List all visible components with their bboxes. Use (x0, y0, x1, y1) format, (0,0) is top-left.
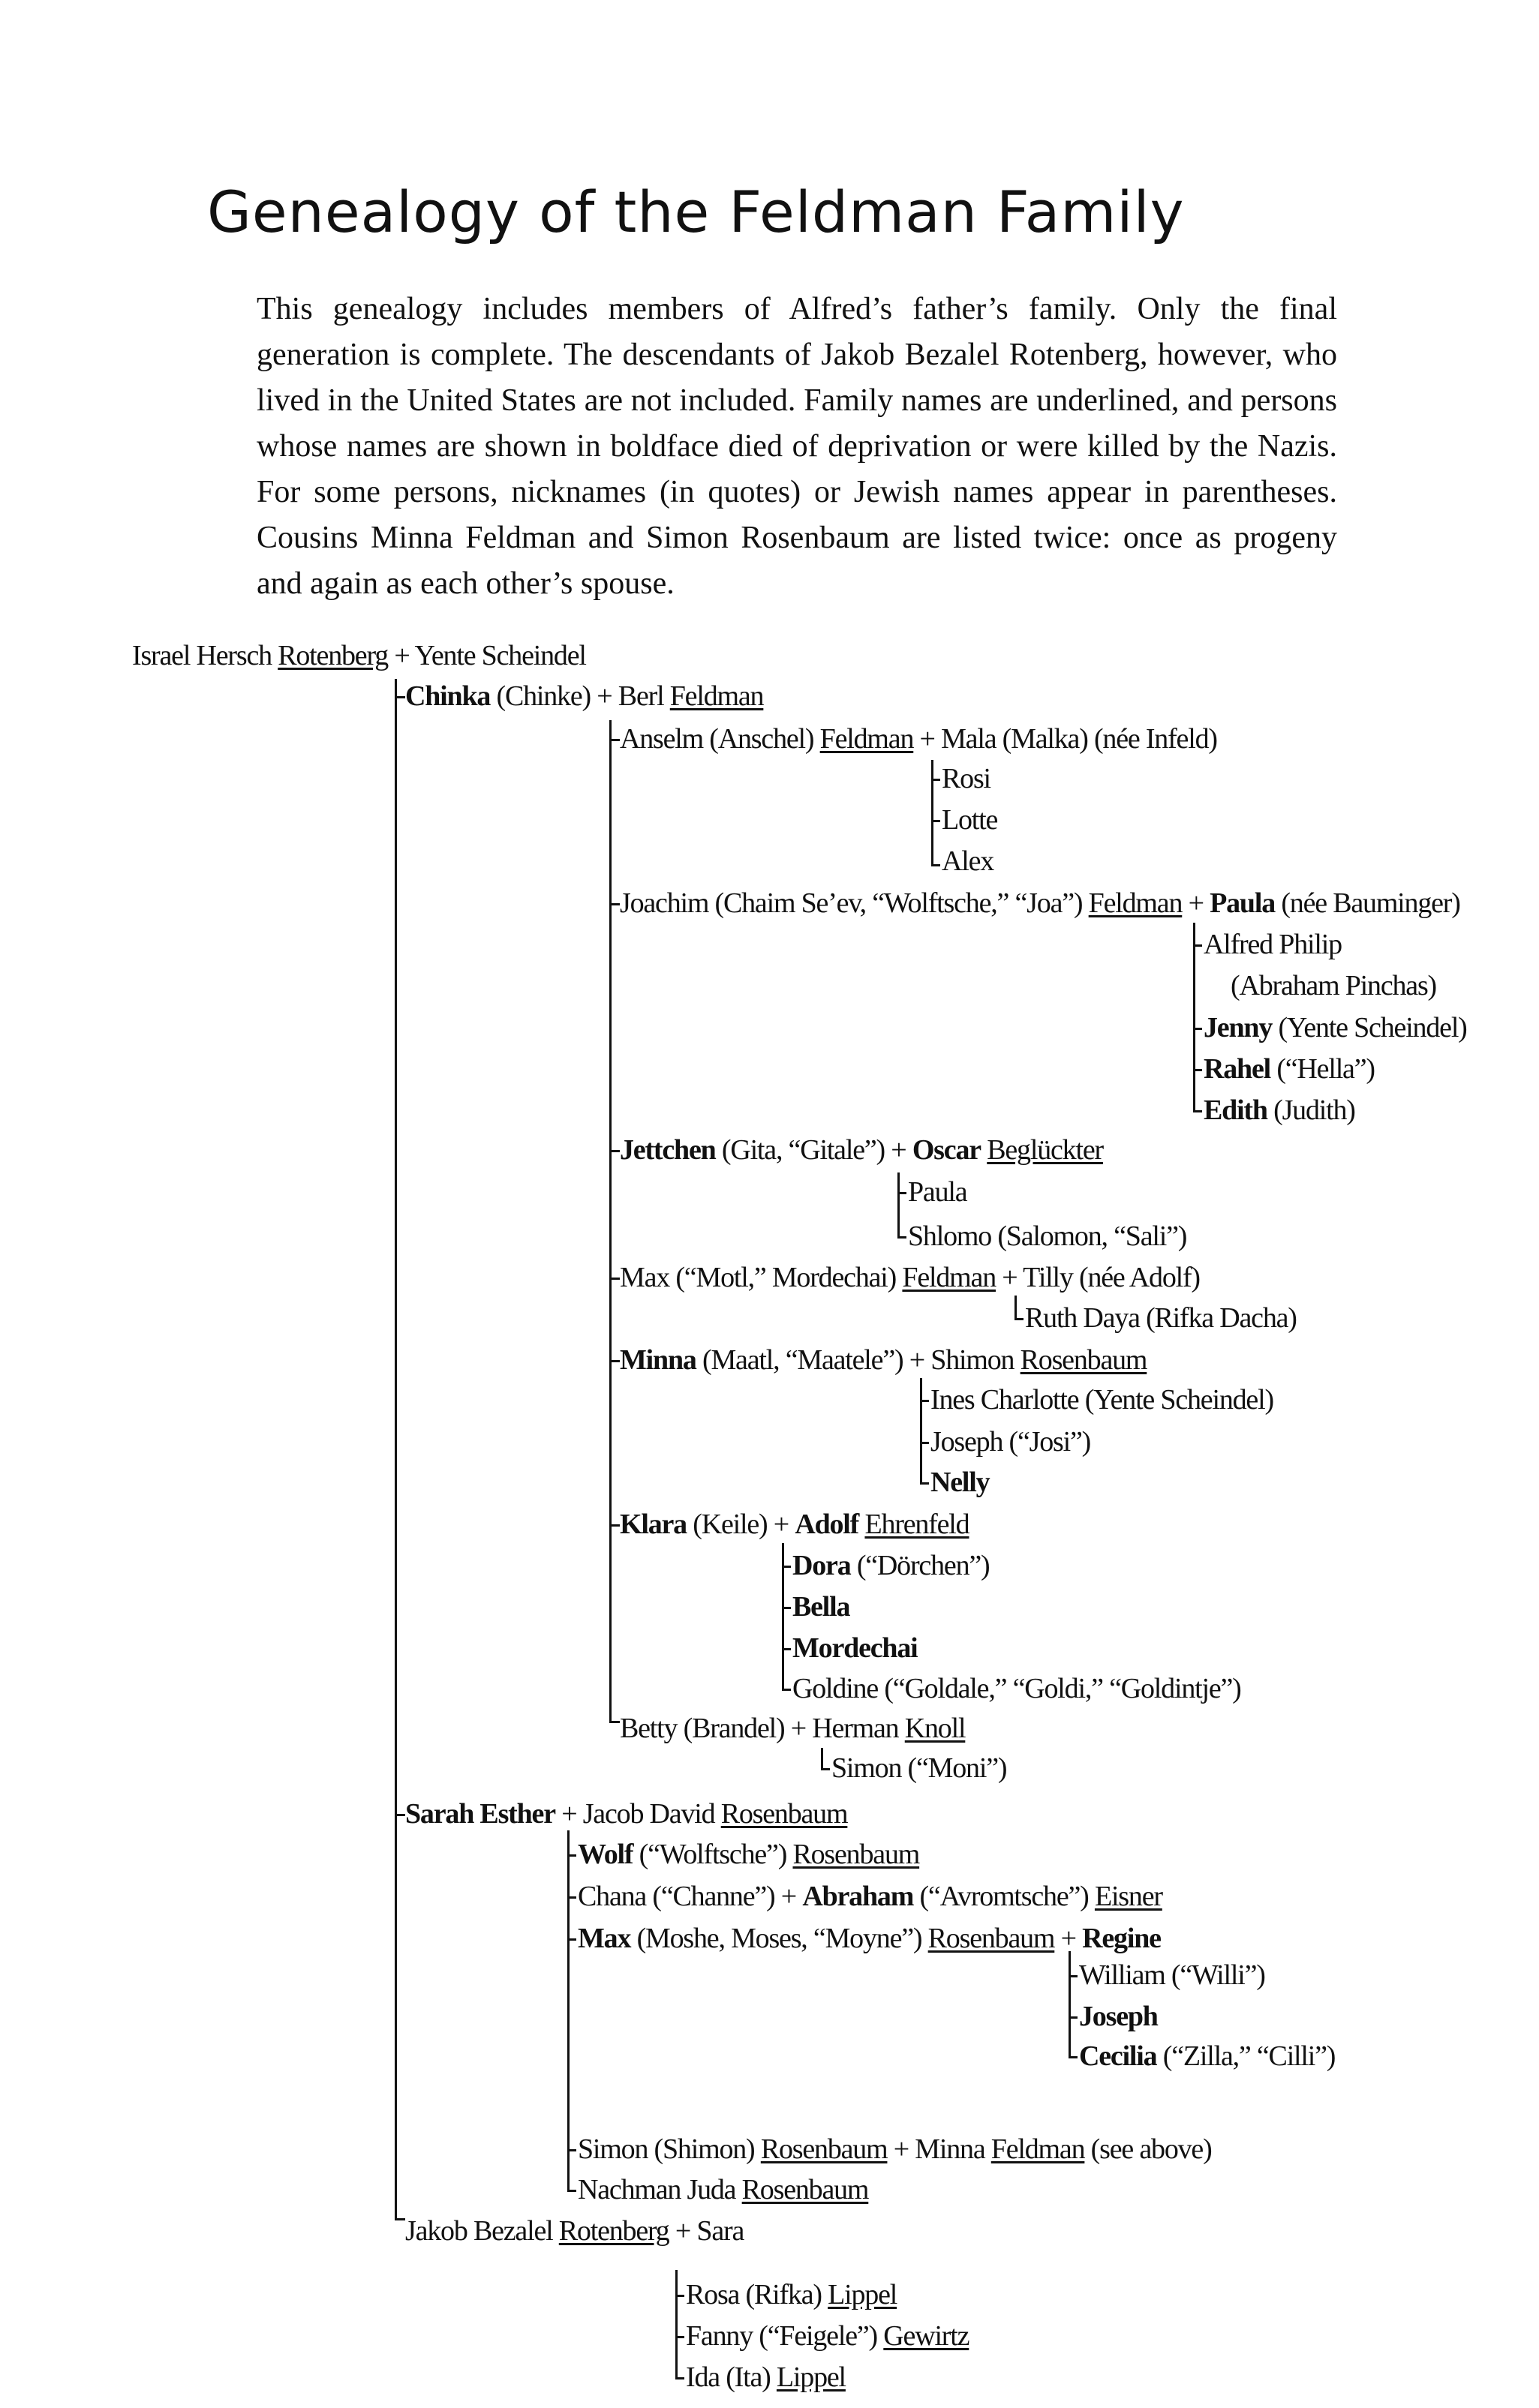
tree-entry-anselm: Anselm (Anschel) Feldman + Mala (Malka) (née Infeld) (620, 723, 1217, 755)
deceased-name: Jenny (1204, 1012, 1273, 1043)
tree-entry-cecilia: Cecilia (“Zilla,” “Cilli”) (1079, 2040, 1336, 2072)
tree-tick (782, 1607, 791, 1609)
tree-tick (931, 864, 940, 866)
tree-entry-joachim: Joachim (Chaim Se’ev, “Wolftsche,” “Joa”) Feldman + Paula (née Bauminger) (620, 887, 1460, 919)
tree-entry-chinka: Chinka (Chinke) + Berl Feldman (405, 680, 764, 712)
tree-entry-betty: Betty (Brandel) + Herman Knoll (620, 1713, 966, 1744)
tree-entry-alex: Alex (942, 845, 994, 877)
tree-entry-ruth-daya: Ruth Daya (Rifka Dacha) (1025, 1302, 1297, 1334)
tree-entry-ida: Ida (Ita) Lippel (686, 2361, 846, 2393)
tree-tick (609, 1150, 620, 1152)
tree-entry-goldine: Goldine (“Goldale,” “Goldi,” “Goldintje”) (792, 1673, 1241, 1704)
tree-tick (897, 1236, 906, 1239)
tree-entry-alfred-philip: Alfred Philip (1204, 929, 1342, 960)
deceased-name: Regine (1082, 1923, 1161, 1954)
tree-entry-joseph (1079, 2000, 1158, 2033)
tree-connector (675, 2270, 678, 2379)
tree-tick (920, 1482, 929, 1485)
tree-tick (1069, 2056, 1078, 2058)
tree-tick (395, 696, 405, 698)
deceased-name: Rahel (1204, 1053, 1271, 1085)
tree-entry-jakob-bezalel: Jakob Bezalel Rotenberg + Sara (405, 2215, 744, 2247)
deceased-name: Max (578, 1923, 631, 1954)
tree-connector (1193, 923, 1195, 1112)
deceased-name: Klara (620, 1509, 687, 1540)
tree-connector (920, 1378, 922, 1485)
tree-entry-joseph-josi: Joseph (“Josi”) (930, 1426, 1091, 1458)
tree-tick (567, 1896, 576, 1899)
family-name: Rosenbaum (927, 1923, 1055, 1954)
tree-tick (609, 903, 620, 905)
tree-entry-wolf: Wolf (“Wolftsche”) Rosenbaum (578, 1839, 920, 1870)
tree-connector (395, 679, 397, 2220)
tree-tick (609, 1360, 620, 1362)
deceased-name: Abraham (802, 1881, 914, 1912)
family-name: Rosenbaum (760, 2133, 888, 2165)
deceased-name: Wolf (578, 1839, 633, 1870)
tree-tick (567, 1854, 576, 1857)
tree-entry-simon-shimon: Simon (Shimon) Rosenbaum + Minna Feldman (see above) (578, 2133, 1212, 2165)
tree-tick (1193, 1028, 1202, 1030)
deceased-name: Chinka (405, 680, 491, 712)
tree-tick (1193, 1069, 1202, 1071)
tree-connector (821, 1748, 823, 1770)
family-name: Feldman (902, 1262, 996, 1293)
family-name: Ehrenfeld (864, 1509, 969, 1540)
tree-entry-william: William (“Willi”) (1079, 1959, 1265, 1991)
family-name: Feldman (1088, 887, 1183, 919)
tree-tick (1193, 1110, 1202, 1112)
tree-entry-klara: Klara (Keile) + Adolf Ehrenfeld (620, 1509, 969, 1540)
family-name: Beglückter (987, 1134, 1103, 1166)
deceased-name: Oscar (912, 1134, 981, 1166)
family-name: Rosenbaum (741, 2174, 869, 2205)
tree-tick (897, 1192, 906, 1194)
tree-entry-max-rosenbaum: Max (Moshe, Moses, “Moyne”) Rosenbaum + Regine (578, 1923, 1161, 1954)
tree-entry-jettchen: Jettchen (Gita, “Gitale”) + Oscar Beglückter (620, 1134, 1103, 1166)
tree-tick (567, 2149, 576, 2151)
tree-entry-nachman-juda: Nachman Juda Rosenbaum (578, 2174, 869, 2205)
tree-tick (931, 779, 940, 781)
tree-entry-bella (792, 1590, 849, 1623)
tree-entry-chana: Chana (“Channe”) + Abraham (“Avromtsche”) Eisner (578, 1881, 1162, 1912)
tree-entry-lotte: Lotte (942, 804, 998, 836)
tree-entry-sarah-esther: Sarah Esther + Jacob David Rosenbaum (405, 1798, 848, 1830)
family-name: Gewirtz (883, 2320, 969, 2352)
tree-tick (821, 1768, 830, 1770)
family-name: Rotenberg (278, 640, 389, 671)
tree-tick (567, 2190, 576, 2192)
tree-tick (609, 739, 620, 741)
tree-tick (675, 2377, 684, 2379)
tree-tick (675, 2336, 684, 2338)
deceased-name: Minna (620, 1344, 696, 1376)
tree-entry-simon-moni: Simon (“Moni”) (831, 1752, 1007, 1784)
family-name: Feldman (669, 680, 764, 712)
family-name: Rosenbaum (1020, 1344, 1147, 1376)
deceased-name: Cecilia (1079, 2040, 1157, 2072)
tree-connector (897, 1172, 900, 1239)
family-name: Lippel (776, 2361, 846, 2393)
deceased-name: Sarah Esther (405, 1798, 555, 1830)
tree-entry-israel-hersch-rotenberg: Israel Hersch Rotenberg + Yente Scheindel (132, 640, 586, 671)
intro-paragraph: This genealogy includes members of Alfred’s father’s family. Only the final generation is complete. The descendants of Jakob Bezalel Rotenberg, however, who lived in the United States are not included. Family names are underlined, and persons whose names are shown in boldface died of deprivation or were killed by the Nazis. For some persons, nicknames (in quotes) or Jewish names appear in parentheses. Cousins Minna Feldman and Simon Rosenbaum are listed twice: once as progeny and again as each other’s spouse. (257, 292, 1337, 601)
deceased-name: Edith (1204, 1094, 1267, 1126)
tree-entry-paula: Paula (908, 1176, 967, 1208)
tree-connector (567, 1830, 570, 2192)
tree-tick (395, 2218, 405, 2220)
tree-tick (675, 2295, 684, 2297)
tree-tick (782, 1566, 791, 1568)
family-name: Knoll (904, 1713, 966, 1744)
tree-tick (1069, 1975, 1078, 1977)
tree-connector (931, 760, 933, 866)
deceased-name: Dora (792, 1550, 851, 1581)
tree-entry-rosa: Rosa (Rifka) Lippel (686, 2279, 897, 2310)
tree-entry-edith: Edith (Judith) (1204, 1094, 1355, 1126)
page-title: Genealogy of the Feldman Family (207, 179, 1185, 245)
tree-tick (782, 1689, 791, 1691)
tree-tick (931, 820, 940, 822)
tree-connector (1069, 1951, 1071, 2058)
tree-tick (1014, 1318, 1023, 1320)
family-name: Feldman (819, 723, 914, 755)
tree-entry-rahel: Rahel (“Hella”) (1204, 1053, 1375, 1085)
family-name: Lippel (828, 2279, 897, 2310)
deceased-name: Joseph (1079, 2001, 1158, 2032)
tree-entry-dora: Dora (“Dörchen”) (792, 1550, 990, 1581)
tree-tick (609, 1278, 620, 1280)
tree-entry-shlomo: Shlomo (Salomon, “Sali”) (908, 1221, 1187, 1252)
tree-entry-ines-charlotte: Ines Charlotte (Yente Scheindel) (930, 1384, 1273, 1416)
deceased-name: Adolf (795, 1509, 859, 1540)
tree-entry-mordechai (792, 1632, 918, 1665)
tree-tick (609, 1721, 620, 1723)
tree-entry-jenny: Jenny (Yente Scheindel) (1204, 1012, 1467, 1043)
tree-entry-rosi: Rosi (942, 763, 990, 794)
tree-tick (920, 1400, 929, 1402)
tree-tick (920, 1442, 929, 1444)
tree-entry-nelly (930, 1466, 989, 1499)
tree-connector (609, 720, 612, 1723)
tree-connector (1014, 1296, 1017, 1320)
family-name: Eisner (1094, 1881, 1162, 1912)
deceased-name: Nelly (930, 1467, 990, 1498)
family-name: Rosenbaum (792, 1839, 920, 1870)
family-name: Rosenbaum (720, 1798, 848, 1830)
tree-tick (1193, 944, 1202, 947)
family-name: Rotenberg (558, 2215, 669, 2247)
tree-entry-minna: Minna (Maatl, “Maatele”) + Shimon Rosenbaum (620, 1344, 1147, 1376)
deceased-name: Mordechai (792, 1632, 918, 1664)
deceased-name: Jettchen (620, 1134, 716, 1166)
deceased-name: Paula (1210, 887, 1276, 919)
tree-tick (395, 1814, 405, 1816)
deceased-name: Bella (792, 1591, 850, 1623)
tree-entry-max-feldman: Max (“Motl,” Mordechai) Feldman + Tilly (née Adolf) (620, 1262, 1200, 1293)
tree-entry-fanny: Fanny (“Feigele”) Gewirtz (686, 2320, 969, 2352)
tree-tick (1069, 2016, 1078, 2019)
tree-tick (567, 1938, 576, 1941)
tree-tick (782, 1648, 791, 1650)
tree-tick (609, 1524, 620, 1527)
family-name: Feldman (990, 2133, 1085, 2165)
tree-entry-alfred-philip-hebrew: (Abraham Pinchas) (1231, 970, 1437, 1001)
